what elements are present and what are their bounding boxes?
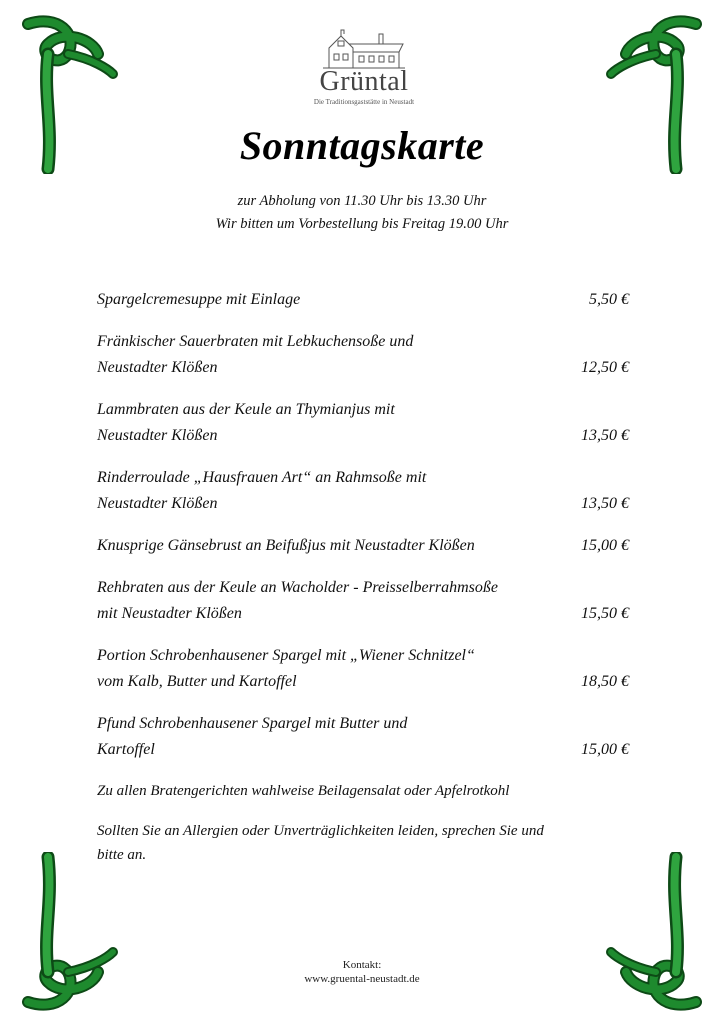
menu-item-text: Portion Schrobenhausener Spargel mit „Wiener Schnitzel“ vom Kalb, Butter und Kartoffel <box>97 647 475 690</box>
logo-name: Grüntal <box>319 66 409 97</box>
menu-item-text: Fränkischer Sauerbraten mit Lebkuchensoße und Neustadter Klößen <box>97 333 414 376</box>
menu-item-text: Lammbraten aus der Keule an Thymianjus mit Neustadter Klößen <box>97 401 395 444</box>
menu-item-price: 13,50 € <box>581 495 629 512</box>
menu-item <box>97 287 637 313</box>
preorder-line: Wir bitten um Vorbestellung bis Freitag 19.00 Uhr <box>215 216 509 232</box>
menu-item-price: 15,50 € <box>581 605 629 622</box>
menu-item-text: Rehbraten aus der Keule an Wacholder - Preisselberrahmsoße mit Neustadter Klößen <box>97 579 498 622</box>
menu-item <box>97 643 637 695</box>
menu-item-price: 15,00 € <box>581 741 629 758</box>
menu-item-price: 18,50 € <box>581 673 629 690</box>
footer-contact <box>0 958 724 986</box>
restaurant-logo <box>300 26 428 106</box>
contact-label: Kontakt: <box>342 959 382 971</box>
menu-item-price: 5,50 € <box>589 291 629 308</box>
menu-item <box>97 711 637 763</box>
allergy-note: Sollten Sie an Allergien oder Unverträglichkeiten leiden, sprechen Sie und bitte an. <box>97 823 544 863</box>
menu-item <box>97 533 637 559</box>
menu-item <box>97 575 637 627</box>
menu-item <box>97 397 637 449</box>
website-link[interactable]: www.gruental-neustadt.de <box>304 973 420 985</box>
menu-item <box>97 329 637 381</box>
menu-item-price: 12,50 € <box>581 359 629 376</box>
logo-tagline: Die Traditionsgaststätte in Neustadt <box>313 98 415 106</box>
page-title: Sonntagskarte <box>239 123 485 168</box>
menu-item-text: Knusprige Gänsebrust an Beifußjus mit Neustadter Klößen <box>97 537 475 554</box>
menu-item-price: 15,00 € <box>581 537 629 554</box>
ribbon-corner-bottom-left <box>8 852 118 1012</box>
menu-list <box>97 287 637 867</box>
pickup-time-line: zur Abholung von 11.30 Uhr bis 13.30 Uhr <box>237 193 487 209</box>
menu-item <box>97 465 637 517</box>
menu-item-text: Pfund Schrobenhausener Spargel mit Butter und Kartoffel <box>97 715 408 758</box>
menu-item-text: Rinderroulade „Hausfrauen Art“ an Rahmsoße mit Neustadter Klößen <box>97 469 427 512</box>
menu-item-price: 13,50 € <box>581 427 629 444</box>
house-icon <box>319 26 409 70</box>
ribbon-corner-bottom-right <box>606 852 716 1012</box>
side-dish-note: Zu allen Bratengerichten wahlweise Beilagensalat oder Apfelrotkohl <box>97 783 510 799</box>
menu-item-text: Spargelcremesuppe mit Einlage <box>97 291 301 308</box>
